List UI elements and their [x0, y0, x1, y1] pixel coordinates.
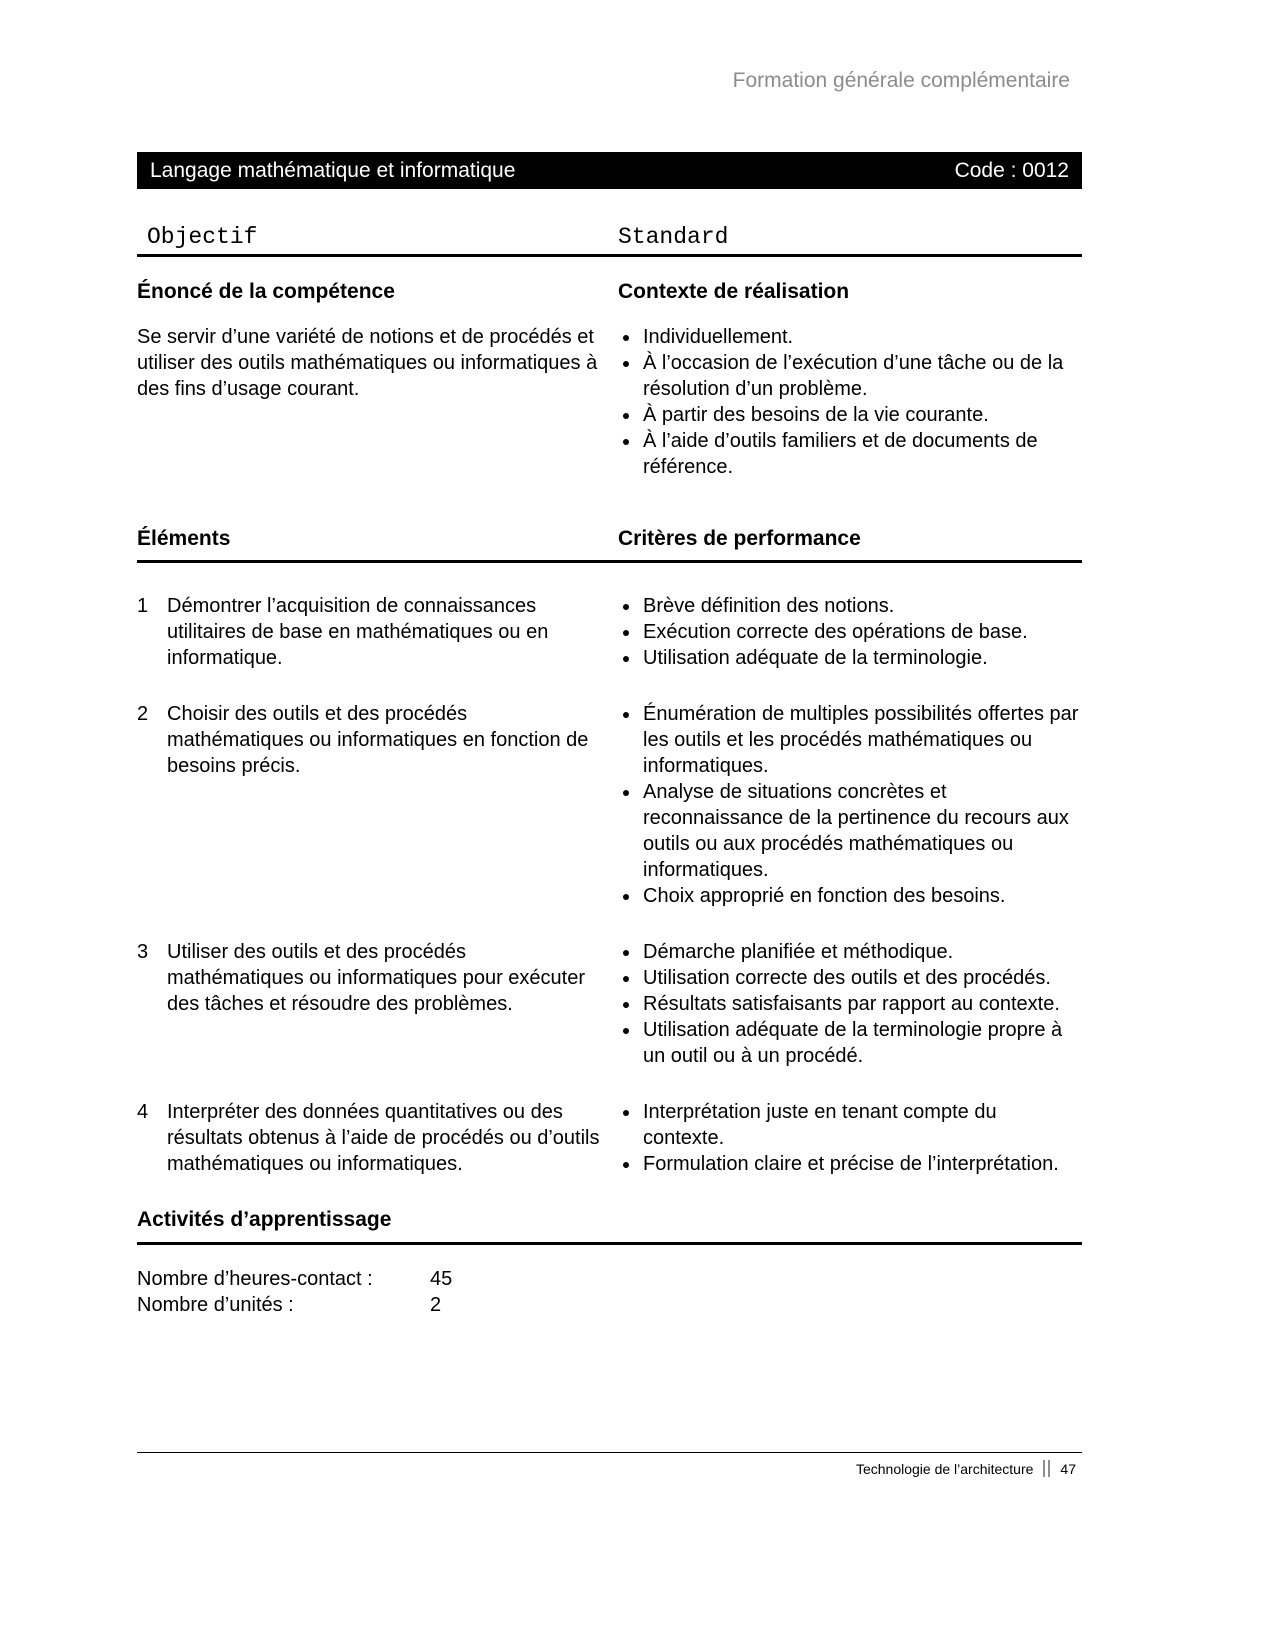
- page-footer: [137, 1452, 1082, 1477]
- criteria-item: • Résultats satisfaisants par rapport au contexte.: [641, 991, 1082, 1017]
- criteria-list-3: [618, 939, 1082, 1069]
- criteria-item: • Exécution correcte des opérations de base.: [641, 619, 1082, 645]
- element-text-1: [137, 593, 602, 671]
- contexte-bullet: • À l’aide d’outils familiers et de documents de référence.: [641, 428, 1082, 480]
- course-title-bar: [137, 152, 1082, 189]
- standard-label: Standard: [618, 224, 729, 250]
- course-code: Code : 0012: [954, 158, 1069, 182]
- activities-heading: Activités d’apprentissage: [137, 1208, 392, 1231]
- criteria-item: • Formulation claire et précise de l’interprétation.: [641, 1151, 1082, 1177]
- element-description: Interpréter des données quantitatives ou des résultats obtenus à l’aide de procédés ou d’outils mathématiques ou informatiques.: [167, 1101, 600, 1175]
- contexte-bullet-list: [618, 324, 1082, 480]
- enonce-competence-heading: Énoncé de la compétence: [137, 280, 395, 303]
- element-description: Choisir des outils et des procédés mathématiques ou informatiques en fonction de besoins précis.: [167, 703, 589, 777]
- contexte-bullet: • À partir des besoins de la vie courante.: [641, 402, 1082, 428]
- criteria-item: • Démarche planifiée et méthodique.: [641, 939, 1082, 965]
- criteria-item: • Choix approprié en fonction des besoins.: [641, 883, 1082, 909]
- contexte-bullet: • Individuellement.: [641, 324, 1082, 350]
- criteria-item: • Interprétation juste en tenant compte du contexte.: [641, 1099, 1082, 1151]
- element-row-4: [137, 1099, 1082, 1177]
- criteria-list-2: [618, 701, 1082, 909]
- element-number: 2: [137, 703, 149, 725]
- criteria-list-4: [618, 1099, 1082, 1177]
- element-description: Utiliser des outils et des procédés mathématiques ou informatiques pour exécuter des tâches et résoudre des problèmes.: [167, 941, 586, 1015]
- element-row-2: [137, 701, 1082, 909]
- element-row-3: [137, 939, 1082, 1069]
- criteres-heading: Critères de performance: [618, 527, 861, 550]
- element-text-4: [137, 1099, 602, 1177]
- divider-objectif-standard: [137, 254, 1082, 257]
- hours-contact-label: Nombre d’heures-contact :: [137, 1268, 373, 1290]
- activities-values: [137, 1266, 1082, 1318]
- criteria-item: • Énumération de multiples possibilités offertes par les outils et les procédés mathématiques ou informatiques.: [641, 701, 1082, 779]
- hours-contact-row: [137, 1266, 1082, 1292]
- elements-section-header: [137, 526, 1082, 563]
- course-title: Langage mathématique et informatique: [150, 158, 516, 182]
- elements-heading: Éléments: [137, 527, 231, 550]
- activities-section: [137, 1207, 1082, 1318]
- divider-activities: [137, 1242, 1082, 1245]
- criteria-list-1: [618, 593, 1082, 671]
- objectif-standard-header: [137, 223, 1082, 251]
- hours-contact-value: 45: [430, 1268, 453, 1290]
- objectif-label: Objectif: [147, 224, 258, 250]
- criteria-item: • Brève définition des notions.: [641, 593, 1082, 619]
- units-label: Nombre d’unités :: [137, 1294, 294, 1316]
- element-number: 4: [137, 1101, 149, 1123]
- units-value: 2: [430, 1294, 442, 1316]
- criteria-item: • Utilisation correcte des outils et des procédés.: [641, 965, 1082, 991]
- element-text-2: [137, 701, 602, 909]
- units-row: [137, 1292, 1082, 1318]
- contexte-bullet: • À l’occasion de l’exécution d’une tâche ou de la résolution d’un problème.: [641, 350, 1082, 402]
- criteria-item: • Utilisation adéquate de la terminologie propre à un outil ou à un procédé.: [641, 1017, 1082, 1069]
- contexte-realisation-heading: Contexte de réalisation: [618, 280, 850, 303]
- element-description: Démontrer l’acquisition de connaissances utilitaires de base en mathématiques ou en informatique.: [167, 595, 549, 669]
- competence-headings: [137, 279, 1082, 305]
- competence-statement: Se servir d’une variété de notions et de procédés et utiliser des outils mathématiques ou informatiques à des fins d’usage courant.: [137, 326, 598, 400]
- running-header: Formation générale complémentaire: [732, 69, 1070, 92]
- element-number: 1: [137, 595, 149, 617]
- criteria-item: • Analyse de situations concrètes et reconnaissance de la pertinence du recours aux outils ou aux procédés mathématiques ou informatiques.: [641, 779, 1082, 883]
- criteria-item: • Utilisation adéquate de la terminologie.: [641, 645, 1082, 671]
- element-number: 3: [137, 941, 149, 963]
- footer-program-name: Technologie de l’architecture: [855, 1460, 1034, 1477]
- element-text-3: [137, 939, 602, 1069]
- footer-separator-bar: [1043, 1460, 1050, 1477]
- footer-page-number: 47: [1060, 1460, 1076, 1477]
- competence-body: [137, 324, 1082, 480]
- element-row-1: [137, 593, 1082, 671]
- page-content: [137, 0, 1082, 1318]
- divider-elements: [137, 560, 1082, 563]
